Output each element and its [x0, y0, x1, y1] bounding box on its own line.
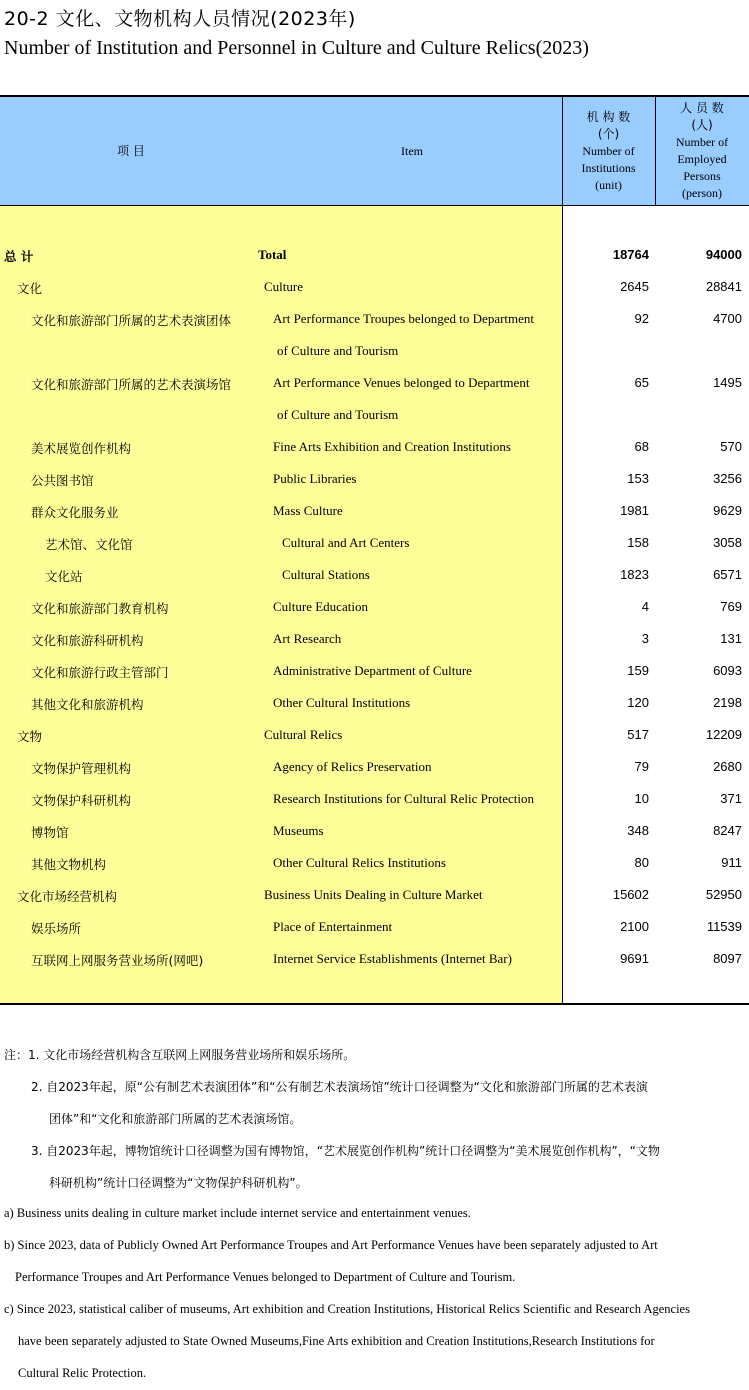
note-en-c-cont2: Cultural Relic Protection.: [18, 1366, 147, 1380]
table-header: [0, 97, 749, 206]
table-row: 博物馆 Museums 348 8247: [31, 823, 742, 840]
table-row: 文化市场经营机构 Business Units Dealing in Culture Market 15602 52950: [17, 887, 742, 904]
note-cn-3-cont: 科研机构”统计口径调整为“文物保护科研机构”。: [49, 1176, 308, 1190]
header-persons: 人 员 数 (人) Number of Employed Persons (person): [675, 101, 729, 200]
note-en-c: c) Since 2023, statistical caliber of museums, Art exhibition and Creation Institutions, Historical Relics Scientific and Research Agencies: [4, 1302, 690, 1316]
note-en-a: a) Business units dealing in culture market include internet service and entertainment venues.: [4, 1206, 471, 1220]
table-row: 公共图书馆 Public Libraries 153 3256: [31, 471, 742, 488]
title-english: Number of Institution and Personnel in Culture and Culture Relics(2023): [4, 37, 589, 59]
note-en-b-cont: Performance Troupes and Art Performance Venues belonged to Department of Culture and Tourism.: [15, 1270, 516, 1284]
table-row: 美术展览创作机构 Fine Arts Exhibition and Creation Institutions 68 570: [31, 439, 742, 456]
table-row: 文物保护管理机构 Agency of Relics Preservation 79 2680: [31, 759, 742, 776]
note-cn-2: 2. 自2023年起，原“公有制艺术表演团体”和“公有制艺术表演场馆”统计口径调整为“文化和旅游部门所属的艺术表演: [31, 1080, 648, 1094]
header-item-cn: 项 目: [117, 144, 145, 158]
data-table: [0, 95, 749, 1005]
table-row: 其他文化和旅游机构 Other Cultural Institutions 120 2198: [31, 695, 742, 712]
column-divider: [655, 97, 656, 206]
note-cn-3: 3. 自2023年起，博物馆统计口径调整为国有博物馆，“艺术展览创作机构”统计口径调整为“美术展览创作机构”，“文物: [31, 1144, 660, 1158]
table-row: 文化和旅游部门教育机构 Culture Education 4 769: [31, 599, 742, 616]
table-row: 娱乐场所 Place of Entertainment 2100 11539: [31, 919, 742, 936]
note-cn-2-cont: 团体”和“文化和旅游部门所属的艺术表演场馆。: [49, 1112, 302, 1126]
table-row: 文化站 Cultural Stations 1823 6571: [45, 567, 742, 584]
table-row: 文化和旅游部门所属的艺术表演场馆 Art Performance Venues belonged to Department 65 1495 of Culture and Tourism: [31, 375, 742, 422]
note-cn-1: 注：1. 文化市场经营机构含互联网上网服务营业场所和娱乐场所。: [4, 1048, 356, 1062]
note-en-c-cont: have been separately adjusted to State Owned Museums,Fine Arts exhibition and Creation Institutions,Research Institutions for: [18, 1334, 655, 1348]
table-row: 文化和旅游部门所属的艺术表演团体 Art Performance Troupes belonged to Department 92 4700 of Culture and Tourism: [31, 311, 742, 358]
table-row: 文化 Culture 2645 28841: [17, 279, 742, 296]
table-row: 互联网上网服务营业场所(网吧) Internet Service Establishments (Internet Bar) 9691 8097: [31, 951, 742, 968]
table-row: 群众文化服务业 Mass Culture 1981 9629: [31, 503, 742, 520]
note-en-b: b) Since 2023, data of Publicly Owned Art Performance Troupes and Art Performance Venues have been separately adjusted to Art: [4, 1238, 658, 1252]
table-row: 其他文物机构 Other Cultural Relics Institutions 80 911: [31, 855, 742, 872]
table-row: 文化和旅游科研机构 Art Research 3 131: [31, 631, 742, 648]
table-row: 艺术馆、文化馆 Cultural and Art Centers 158 3058: [45, 535, 742, 552]
table-row: 文物保护科研机构 Research Institutions for Cultural Relic Protection 10 371: [31, 791, 742, 808]
table-row-total: 总 计 Total 18764 94000: [4, 247, 742, 264]
title-chinese: 20-2 文化、文物机构人员情况(2023年): [4, 8, 356, 30]
table-row: 文化和旅游行政主管部门 Administrative Department of Culture 159 6093: [31, 663, 742, 680]
header-item-en: Item: [401, 144, 423, 158]
header-institutions: 机 构 数 (个) Number of Institutions (unit): [581, 110, 636, 192]
table-row: 文物 Cultural Relics 517 12209: [17, 727, 742, 744]
